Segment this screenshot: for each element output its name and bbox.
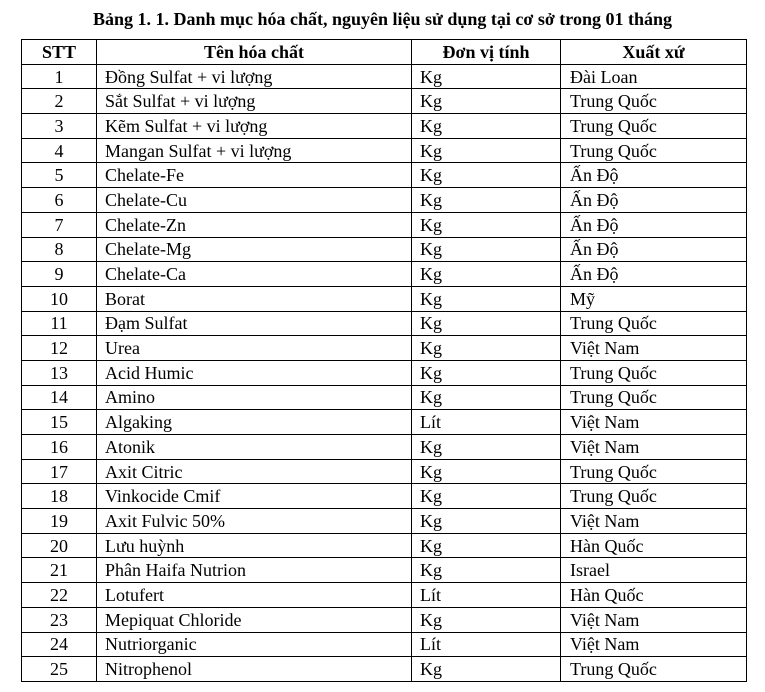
table-row xyxy=(22,138,747,163)
table-row xyxy=(22,459,747,484)
cell-stt: 23 xyxy=(22,607,97,632)
cell-origin: Trung Quốc xyxy=(561,138,747,163)
cell-unit: Kg xyxy=(412,212,561,237)
cell-stt: 13 xyxy=(22,360,97,385)
cell-stt: 11 xyxy=(22,311,97,336)
cell-origin: Đài Loan xyxy=(561,64,747,89)
cell-unit: Kg xyxy=(412,509,561,534)
table-row xyxy=(22,311,747,336)
table-row xyxy=(22,212,747,237)
cell-origin: Việt Nam xyxy=(561,336,747,361)
cell-chemical-name: Chelate-Cu xyxy=(97,188,412,213)
table-row xyxy=(22,188,747,213)
cell-chemical-name: Axit Citric xyxy=(97,459,412,484)
cell-chemical-name: Đạm Sulfat xyxy=(97,311,412,336)
cell-chemical-name: Amino xyxy=(97,385,412,410)
cell-chemical-name: Lưu huỳnh xyxy=(97,533,412,558)
table-row xyxy=(22,89,747,114)
cell-stt: 17 xyxy=(22,459,97,484)
cell-origin: Trung Quốc xyxy=(561,459,747,484)
table-row xyxy=(22,64,747,89)
chemicals-table xyxy=(21,39,747,682)
cell-chemical-name: Chelate-Ca xyxy=(97,262,412,287)
cell-stt: 22 xyxy=(22,583,97,608)
cell-chemical-name: Axit Fulvic 50% xyxy=(97,509,412,534)
cell-unit: Kg xyxy=(412,657,561,682)
cell-unit: Kg xyxy=(412,311,561,336)
header-origin: Xuất xứ xyxy=(561,40,747,65)
cell-unit: Kg xyxy=(412,484,561,509)
cell-origin: Hàn Quốc xyxy=(561,583,747,608)
header-unit: Đơn vị tính xyxy=(412,40,561,65)
cell-unit: Kg xyxy=(412,607,561,632)
cell-origin: Việt Nam xyxy=(561,509,747,534)
cell-chemical-name: Mepiquat Chloride xyxy=(97,607,412,632)
cell-stt: 3 xyxy=(22,114,97,139)
cell-unit: Kg xyxy=(412,138,561,163)
cell-origin: Ấn Độ xyxy=(561,262,747,287)
cell-origin: Việt Nam xyxy=(561,435,747,460)
cell-origin: Ấn Độ xyxy=(561,188,747,213)
cell-stt: 15 xyxy=(22,410,97,435)
cell-unit: Kg xyxy=(412,64,561,89)
table-row xyxy=(22,509,747,534)
cell-origin: Việt Nam xyxy=(561,410,747,435)
cell-stt: 8 xyxy=(22,237,97,262)
cell-unit: Kg xyxy=(412,385,561,410)
table-row xyxy=(22,558,747,583)
table-row xyxy=(22,385,747,410)
cell-unit: Kg xyxy=(412,237,561,262)
table-row xyxy=(22,114,747,139)
table-row xyxy=(22,336,747,361)
table-body xyxy=(22,64,747,681)
table-row xyxy=(22,533,747,558)
cell-origin: Mỹ xyxy=(561,286,747,311)
cell-origin: Trung Quốc xyxy=(561,311,747,336)
cell-origin: Trung Quốc xyxy=(561,114,747,139)
cell-unit: Kg xyxy=(412,336,561,361)
cell-stt: 19 xyxy=(22,509,97,534)
cell-chemical-name: Kẽm Sulfat + vi lượng xyxy=(97,114,412,139)
table-row xyxy=(22,435,747,460)
cell-stt: 7 xyxy=(22,212,97,237)
cell-origin: Ấn Độ xyxy=(561,237,747,262)
cell-origin: Việt Nam xyxy=(561,632,747,657)
cell-chemical-name: Chelate-Mg xyxy=(97,237,412,262)
cell-origin: Trung Quốc xyxy=(561,89,747,114)
cell-chemical-name: Vinkocide Cmif xyxy=(97,484,412,509)
table-row xyxy=(22,237,747,262)
cell-unit: Kg xyxy=(412,163,561,188)
cell-stt: 25 xyxy=(22,657,97,682)
cell-chemical-name: Phân Haifa Nutrion xyxy=(97,558,412,583)
table-row xyxy=(22,632,747,657)
cell-chemical-name: Sắt Sulfat + vi lượng xyxy=(97,89,412,114)
cell-unit: Kg xyxy=(412,262,561,287)
cell-unit: Lít xyxy=(412,632,561,657)
table-row xyxy=(22,360,747,385)
cell-chemical-name: Nitrophenol xyxy=(97,657,412,682)
cell-stt: 4 xyxy=(22,138,97,163)
cell-stt: 2 xyxy=(22,89,97,114)
cell-origin: Israel xyxy=(561,558,747,583)
cell-stt: 9 xyxy=(22,262,97,287)
header-chemical-name: Tên hóa chất xyxy=(97,40,412,65)
cell-chemical-name: Acid Humic xyxy=(97,360,412,385)
cell-chemical-name: Urea xyxy=(97,336,412,361)
cell-origin: Trung Quốc xyxy=(561,484,747,509)
cell-origin: Hàn Quốc xyxy=(561,533,747,558)
cell-chemical-name: Đồng Sulfat + vi lượng xyxy=(97,64,412,89)
cell-stt: 1 xyxy=(22,64,97,89)
cell-stt: 20 xyxy=(22,533,97,558)
cell-unit: Lít xyxy=(412,410,561,435)
header-stt: STT xyxy=(22,40,97,65)
cell-unit: Kg xyxy=(412,114,561,139)
cell-stt: 10 xyxy=(22,286,97,311)
table-header-row xyxy=(22,40,747,65)
cell-chemical-name: Chelate-Fe xyxy=(97,163,412,188)
cell-unit: Kg xyxy=(412,459,561,484)
cell-stt: 24 xyxy=(22,632,97,657)
cell-stt: 5 xyxy=(22,163,97,188)
cell-chemical-name: Algaking xyxy=(97,410,412,435)
cell-stt: 14 xyxy=(22,385,97,410)
cell-chemical-name: Mangan Sulfat + vi lượng xyxy=(97,138,412,163)
cell-unit: Kg xyxy=(412,533,561,558)
cell-origin: Ấn Độ xyxy=(561,212,747,237)
table-caption: Bảng 1. 1. Danh mục hóa chất, nguyên liệu sử dụng tại cơ sở trong 01 tháng xyxy=(92,9,672,29)
cell-unit: Kg xyxy=(412,286,561,311)
cell-chemical-name: Lotufert xyxy=(97,583,412,608)
table-row xyxy=(22,607,747,632)
cell-origin: Trung Quốc xyxy=(561,360,747,385)
table-row xyxy=(22,410,747,435)
cell-origin: Trung Quốc xyxy=(561,657,747,682)
cell-stt: 12 xyxy=(22,336,97,361)
cell-stt: 18 xyxy=(22,484,97,509)
cell-chemical-name: Atonik xyxy=(97,435,412,460)
cell-unit: Kg xyxy=(412,435,561,460)
cell-chemical-name: Nutriorganic xyxy=(97,632,412,657)
table-row xyxy=(22,262,747,287)
cell-origin: Ấn Độ xyxy=(561,163,747,188)
table-row xyxy=(22,286,747,311)
table-row xyxy=(22,484,747,509)
cell-unit: Kg xyxy=(412,558,561,583)
cell-chemical-name: Borat xyxy=(97,286,412,311)
cell-origin: Trung Quốc xyxy=(561,385,747,410)
cell-chemical-name: Chelate-Zn xyxy=(97,212,412,237)
cell-stt: 21 xyxy=(22,558,97,583)
table-row xyxy=(22,657,747,682)
cell-unit: Kg xyxy=(412,89,561,114)
cell-stt: 6 xyxy=(22,188,97,213)
cell-unit: Kg xyxy=(412,360,561,385)
table-row xyxy=(22,163,747,188)
cell-origin: Việt Nam xyxy=(561,607,747,632)
cell-unit: Kg xyxy=(412,188,561,213)
table-row xyxy=(22,583,747,608)
cell-stt: 16 xyxy=(22,435,97,460)
cell-unit: Lít xyxy=(412,583,561,608)
